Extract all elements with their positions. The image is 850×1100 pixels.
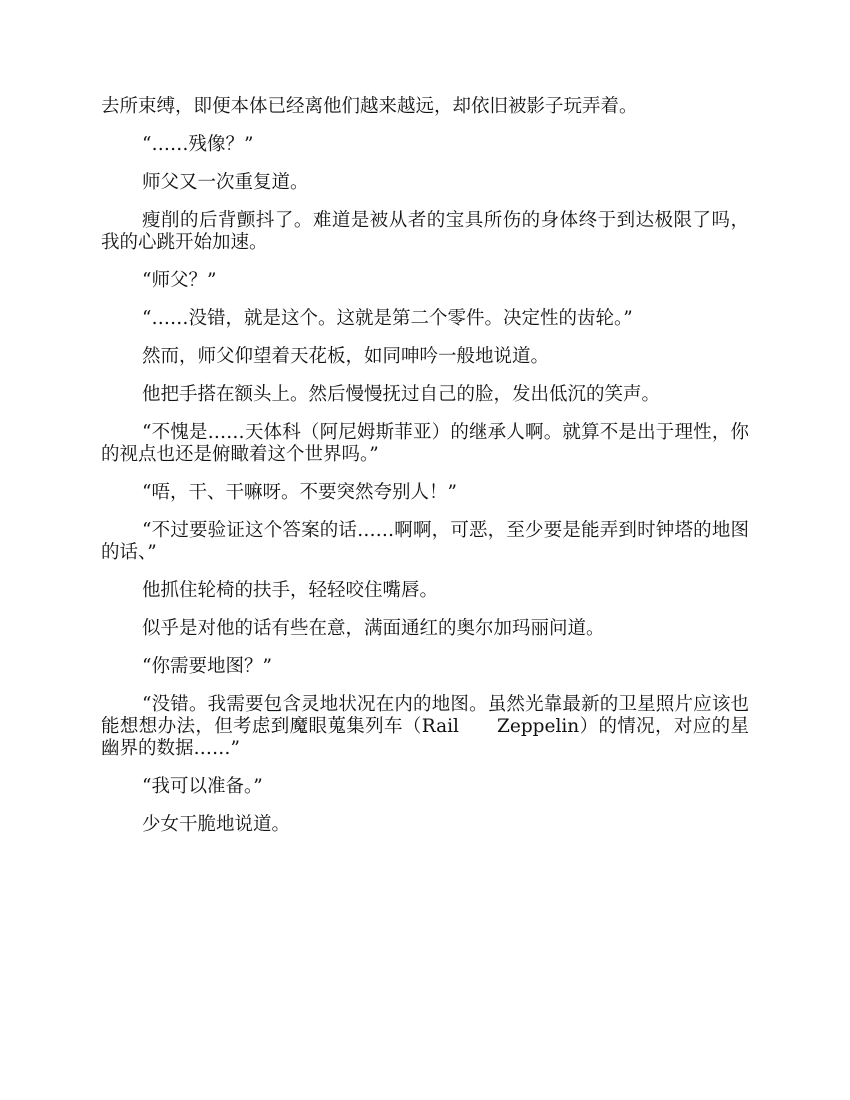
paragraph: 少女干脆地说道。	[142, 814, 291, 835]
paragraph: “……没错，就是这个。这就是第二个零件。决定性的齿轮。”	[142, 308, 633, 329]
paragraph: “你需要地图？”	[142, 656, 272, 677]
paragraph: “唔，干、干嘛呀。不要突然夸别人！”	[142, 482, 457, 503]
paragraph: 他把手搭在额头上。然后慢慢抚过自己的脸，发出低沉的笑声。	[142, 384, 661, 405]
paragraph: “我可以准备。”	[142, 776, 263, 797]
paragraph: 瘦削的后背颤抖了。难道是被从者的宝具所伤的身体终于到达极限了吗，我的心跳开始加速。	[101, 210, 749, 253]
paragraph: “不愧是……天体科（阿尼姆斯菲亚）的继承人啊。就算不是出于理性，你的视点也还是俯瞰着这个世界吗。”	[101, 422, 749, 465]
paragraph: 师父又一次重复道。	[142, 172, 309, 193]
paragraph: “没错。我需要包含灵地状况在内的地图。虽然光靠最新的卫星照片应该也能想想办法，但考虑到魔眼蒐集列车（Rail Zeppelin）的情况，对应的星幽界的数据……”	[101, 694, 749, 759]
paragraph: “不过要验证这个答案的话……啊啊，可恶，至少要是能弄到时钟塔的地图的话、”	[101, 520, 749, 563]
paragraph: 然而，师父仰望着天花板，如同呻吟一般地说道。	[142, 346, 550, 367]
paragraph: “师父？”	[142, 270, 217, 291]
paragraph: “……残像？”	[142, 134, 254, 155]
paragraph: 去所束缚，即便本体已经离他们越来越远，却依旧被影子玩弄着。	[101, 96, 638, 117]
paragraph: 似乎是对他的话有些在意，满面通红的奥尔加玛丽问道。	[142, 618, 605, 639]
body-text	[101, 96, 749, 852]
paragraph: 他抓住轮椅的扶手，轻轻咬住嘴唇。	[142, 580, 439, 601]
